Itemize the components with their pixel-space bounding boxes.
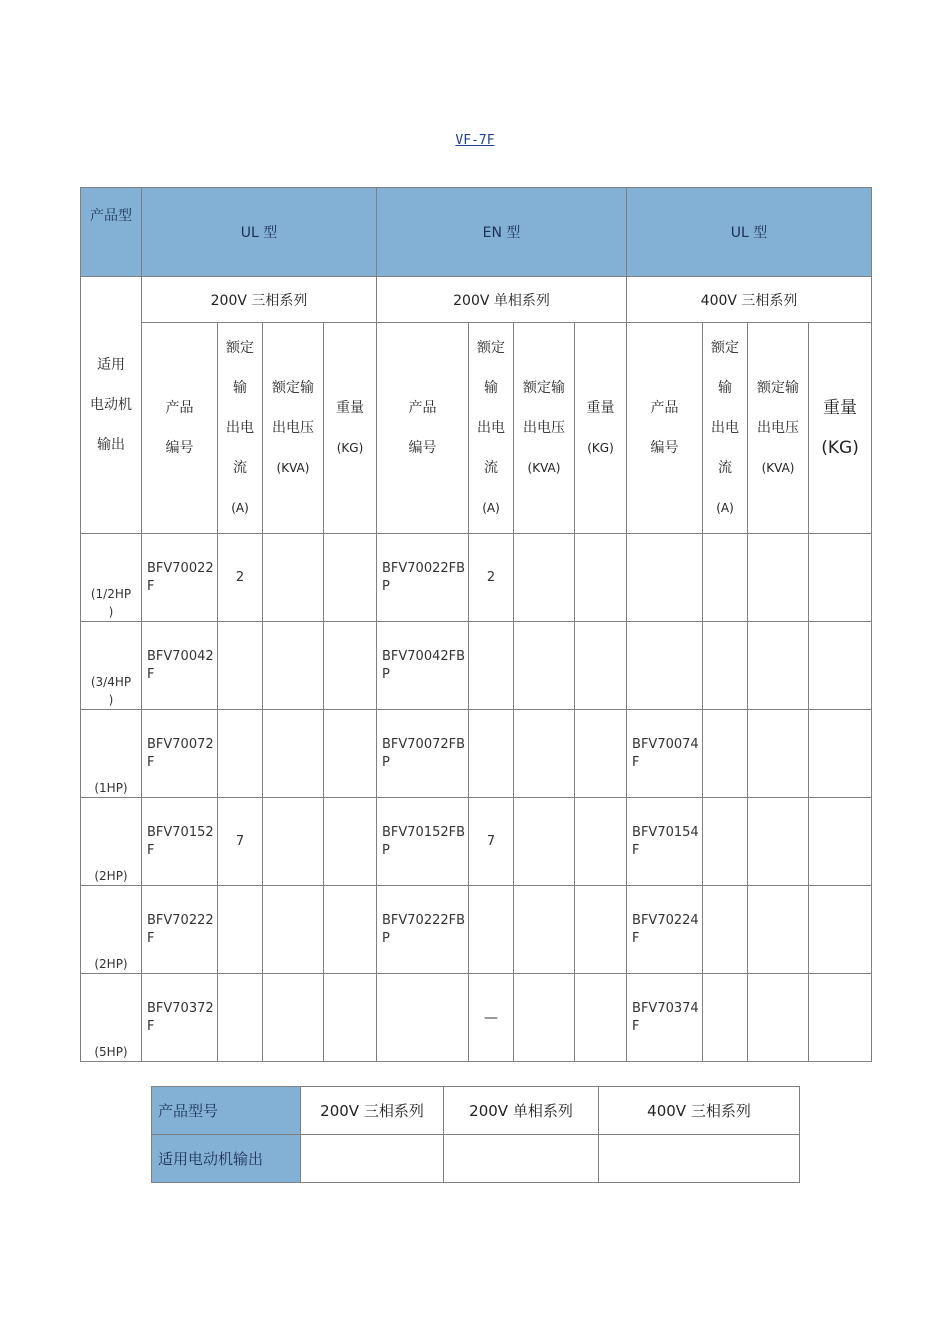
kva-cell	[263, 622, 324, 710]
current-cell	[703, 974, 748, 1062]
kva-cell	[514, 622, 575, 710]
weight-cell	[575, 710, 627, 798]
kva-cell	[263, 710, 324, 798]
product-code-cell: BFV70074 F	[627, 710, 703, 798]
current-cell: 2	[218, 534, 263, 622]
kva-cell	[514, 974, 575, 1062]
motor-output-cell: (5HP)	[81, 974, 142, 1062]
current-cell: 7	[469, 798, 514, 886]
weight-cell	[575, 886, 627, 974]
current-cell	[469, 886, 514, 974]
weight-cell	[809, 798, 872, 886]
kva-cell	[748, 886, 809, 974]
motor-output-label: 适用电动机输出	[152, 1135, 301, 1183]
motor-output-header: 适用 电动机 输出	[81, 277, 142, 534]
weight-cell	[809, 974, 872, 1062]
product-code-cell	[627, 534, 703, 622]
group-header: UL 型	[142, 188, 377, 277]
motor-output-cell: (3/4HP )	[81, 622, 142, 710]
product-code-cell: BFV70072 F	[142, 710, 218, 798]
code-header: 产品 编号	[142, 323, 218, 534]
weight-cell	[575, 798, 627, 886]
weight-cell	[809, 622, 872, 710]
kva-header: 额定输 出电压 (KVA)	[263, 323, 324, 534]
current-cell	[218, 710, 263, 798]
current-cell	[469, 622, 514, 710]
group-header: UL 型	[627, 188, 872, 277]
code-header: 产品 编号	[377, 323, 469, 534]
weight-cell	[575, 974, 627, 1062]
group-header: EN 型	[377, 188, 627, 277]
weight-cell	[324, 534, 377, 622]
current-cell	[703, 886, 748, 974]
kva-cell	[748, 534, 809, 622]
empty-cell	[599, 1135, 800, 1183]
current-cell: 7	[218, 798, 263, 886]
motor-output-cell: (2HP)	[81, 798, 142, 886]
current-cell	[469, 710, 514, 798]
product-code-cell: BFV70154 F	[627, 798, 703, 886]
weight-header: 重量 (KG)	[809, 323, 872, 534]
series-cell: 400V 三相系列	[599, 1087, 800, 1135]
kva-header: 额定输 出电压 (KVA)	[748, 323, 809, 534]
table-row	[81, 710, 872, 798]
kva-cell	[748, 974, 809, 1062]
series-cell: 200V 单相系列	[444, 1087, 599, 1135]
product-code-cell: BFV70224 F	[627, 886, 703, 974]
weight-cell	[809, 886, 872, 974]
current-header: 额定 输 出电 流 (A)	[469, 323, 514, 534]
motor-output-cell: (1HP)	[81, 710, 142, 798]
current-cell	[218, 974, 263, 1062]
kva-cell	[514, 710, 575, 798]
kva-cell	[514, 534, 575, 622]
weight-cell	[324, 798, 377, 886]
product-code-cell	[627, 622, 703, 710]
page-title[interactable]: VF-7F	[455, 133, 495, 148]
weight-header: 重量 (KG)	[575, 323, 627, 534]
series-cell: 200V 三相系列	[301, 1087, 444, 1135]
table-row	[81, 886, 872, 974]
current-cell	[703, 622, 748, 710]
motor-output-cell: (1/2HP )	[81, 534, 142, 622]
product-code-cell: BFV70152FB P	[377, 798, 469, 886]
product-code-cell: BFV70222 F	[142, 886, 218, 974]
kva-cell	[514, 886, 575, 974]
table-row	[81, 798, 872, 886]
product-code-cell: BFV70072FB P	[377, 710, 469, 798]
weight-cell	[324, 974, 377, 1062]
kva-cell	[263, 974, 324, 1062]
weight-cell	[809, 534, 872, 622]
kva-cell	[748, 798, 809, 886]
summary-table	[151, 1086, 800, 1183]
kva-cell	[514, 798, 575, 886]
product-code-cell: BFV70042 F	[142, 622, 218, 710]
current-cell	[703, 798, 748, 886]
current-header: 额定 输 出电 流 (A)	[218, 323, 263, 534]
product-code-cell: BFV70042FB P	[377, 622, 469, 710]
weight-cell	[324, 710, 377, 798]
weight-cell	[809, 710, 872, 798]
current-cell	[703, 710, 748, 798]
kva-cell	[748, 622, 809, 710]
empty-cell	[301, 1135, 444, 1183]
product-code-cell: BFV70372 F	[142, 974, 218, 1062]
kva-cell	[263, 886, 324, 974]
kva-cell	[263, 798, 324, 886]
product-code-cell: BFV70022 F	[142, 534, 218, 622]
empty-cell	[444, 1135, 599, 1183]
product-code-cell: BFV70022FB P	[377, 534, 469, 622]
kva-cell	[748, 710, 809, 798]
current-cell	[218, 886, 263, 974]
weight-header: 重量 (KG)	[324, 323, 377, 534]
current-cell: —	[469, 974, 514, 1062]
series-header: 400V 三相系列	[627, 277, 872, 323]
current-cell	[703, 534, 748, 622]
product-type-header: 产品型	[81, 188, 142, 277]
current-cell: 2	[469, 534, 514, 622]
kva-header: 额定输 出电压 (KVA)	[514, 323, 575, 534]
product-spec-table	[80, 187, 872, 1062]
product-code-cell: BFV70374 F	[627, 974, 703, 1062]
weight-cell	[324, 622, 377, 710]
product-code-cell	[377, 974, 469, 1062]
subheader-row	[81, 323, 872, 534]
weight-cell	[575, 534, 627, 622]
table-row	[81, 974, 872, 1062]
product-code-cell: BFV70152 F	[142, 798, 218, 886]
weight-cell	[575, 622, 627, 710]
series-header: 200V 单相系列	[377, 277, 627, 323]
series-header: 200V 三相系列	[142, 277, 377, 323]
product-code-cell: BFV70222FB P	[377, 886, 469, 974]
weight-cell	[324, 886, 377, 974]
product-model-label: 产品型号	[152, 1087, 301, 1135]
code-header: 产品 编号	[627, 323, 703, 534]
motor-output-cell: (2HP)	[81, 886, 142, 974]
table-row	[81, 534, 872, 622]
current-cell	[218, 622, 263, 710]
table-row	[81, 622, 872, 710]
current-header: 额定 输 出电 流 (A)	[703, 323, 748, 534]
kva-cell	[263, 534, 324, 622]
